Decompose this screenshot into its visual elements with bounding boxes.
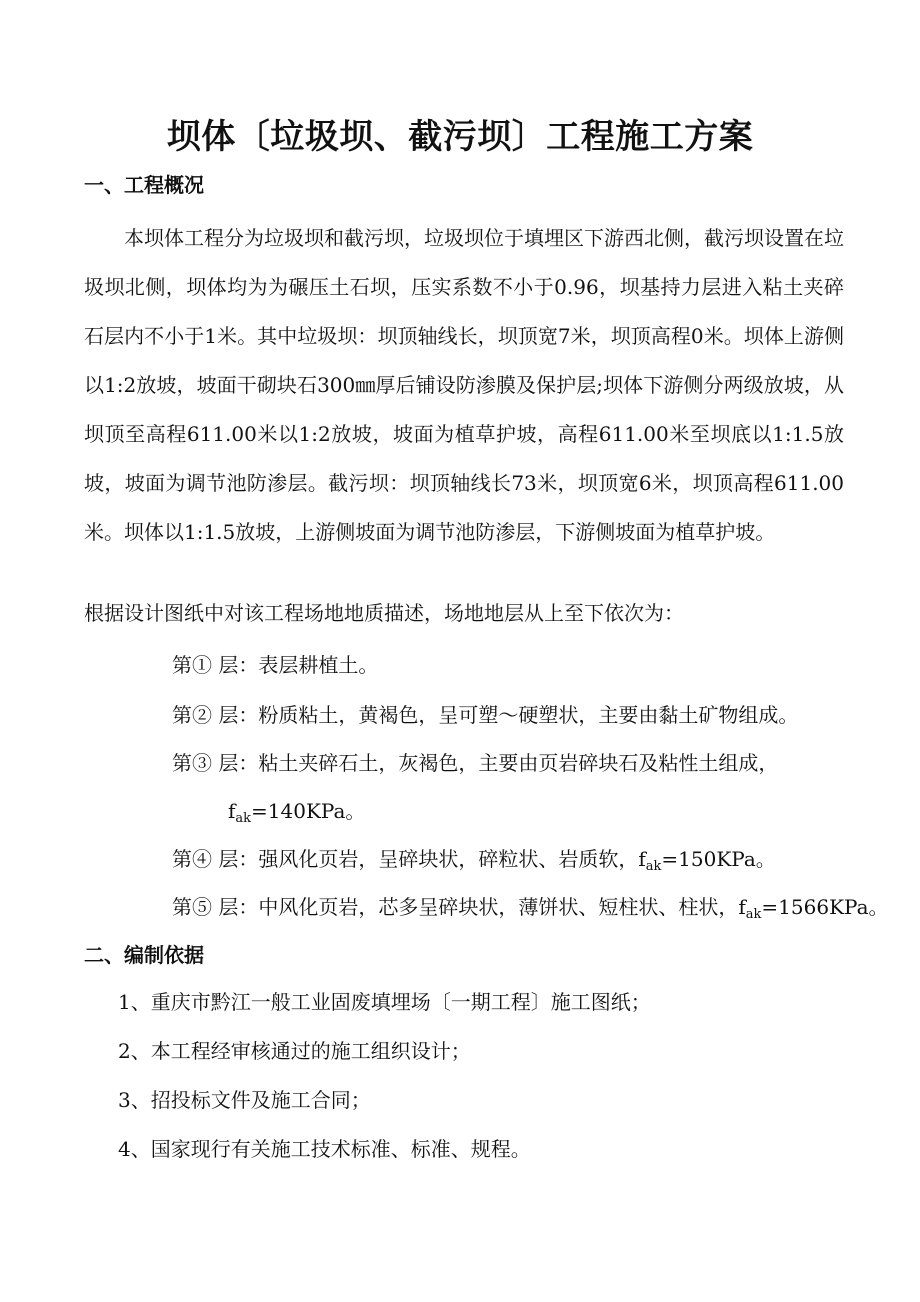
layer-text: 第⑤ 层：中风化页岩，芯多呈碎块状，薄饼状、短柱状、柱状，f <box>172 895 746 919</box>
bearing-subscript: ak <box>235 811 252 826</box>
basis-item-1: 1、重庆市黔江一般工业固废填埋场〔一期工程〕施工图纸； <box>118 990 651 1014</box>
section-heading-basis: 二、编制依据 <box>84 943 204 967</box>
geology-layer-1: 第① 层：表层耕植土。 <box>172 653 379 677</box>
overview-paragraph: 本坝体工程分为垃圾坝和截污坝，垃圾坝位于填埋区下游西北侧，截污坝设置在垃圾坝北侧，坝体均为为碾压土石坝，压实系数不小于0.96，坝基持力层进入粘土夹碎石层内不小于1米。其中垃圾坝：坝顶轴线长，坝顶宽7米，坝顶高程0米。坝体上游侧以1:2放坡，坡面干砌块石300㎜厚后铺设防渗膜及保护层;坝体下游侧分两级放坡，从坝顶至高程611.00米以1:2放坡，坡面为植草护坡，高程611.00米至坝底以1:1.5放坡，坡面为调节池防渗层。截污坝：坝顶轴线长73米，坝顶宽6米，坝顶高程611.00米。坝体以1:1.5放坡，上游侧坡面为调节池防渗层，下游侧坡面为植草护坡。 <box>84 226 844 544</box>
geology-layer-4 <box>172 844 776 882</box>
bearing-value: =150KPa。 <box>661 847 776 871</box>
geology-layer-5 <box>172 892 889 930</box>
basis-item-3: 3、招投标文件及施工合同； <box>118 1088 371 1112</box>
geology-intro: 根据设计图纸中对该工程场地地质描述，场地地层从上至下依次为： <box>84 601 684 625</box>
section-heading-overview: 一、工程概况 <box>84 173 204 197</box>
bearing-value: =1566KPa。 <box>761 895 889 919</box>
bearing-label: f <box>228 799 236 823</box>
basis-item-2: 2、本工程经审核通过的施工组织设计； <box>118 1039 471 1063</box>
bearing-subscript: ak <box>745 907 762 922</box>
geology-layer-3-bearing <box>228 796 365 834</box>
bearing-subscript: ak <box>645 859 662 874</box>
bearing-value: =140KPa。 <box>251 799 366 823</box>
geology-layer-3: 第③ 层：粘土夹碎石土，灰褐色，主要由页岩碎块石及粘性土组成， <box>172 751 779 775</box>
document-title: 坝体〔垃圾坝、截污坝〕工程施工方案 <box>166 117 754 157</box>
basis-item-4: 4、国家现行有关施工技术标准、标准、规程。 <box>118 1137 531 1161</box>
layer-text: 第④ 层：强风化页岩，呈碎块状，碎粒状、岩质软，f <box>172 847 646 871</box>
geology-layer-2: 第② 层：粉质粘土，黄褐色，呈可塑～硬塑状，主要由黏土矿物组成。 <box>172 703 799 727</box>
